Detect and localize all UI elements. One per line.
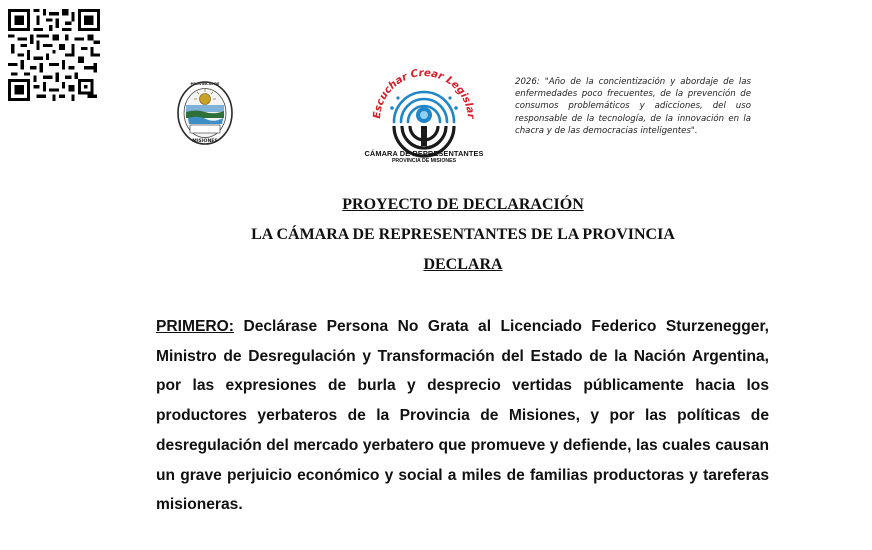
- seal-ring-text-top: PROVINCIA DE: [190, 82, 220, 86]
- chamber-title: LA CÁMARA DE REPRESENTANTES DE LA PROVINCIA: [251, 226, 675, 243]
- year-motto-text: 2026: "Año de la concientización y abordaje de las enfermedades poco frecuentes, de la prevención de consumos problemáticos y adicciones, del uso responsable de la tecnología, de la innovación en la chacra y de las democracias inteligentes".: [515, 77, 751, 136]
- project-title: PROYECTO DE DECLARACIÓN: [342, 196, 584, 213]
- seal-ring-text-bottom: MISIONES: [192, 139, 218, 144]
- article-primero: [156, 312, 769, 520]
- article-body: Declárase Persona No Grata al Licenciado Federico Sturzenegger, Ministro de Desregulación y Transformación del Estado de la Nación Argentina, por las expresiones de burla y desprecio vertidas públicamente hacia los productores yerbateros de la Provincia de Misiones, y por las políticas de desregulación del mercado yerbatero que promueve y defiende, las cuales causan un grave perjuicio económico y social a miles de familias productoras y tareferas misioneras.: [156, 318, 769, 514]
- chamber-logo-caption: [362, 150, 486, 164]
- province-seal-icon: [176, 78, 234, 146]
- declares-title: DECLARA: [423, 256, 503, 273]
- chamber-caption-line1: CÁMARA DE REPRESENTANTES: [364, 149, 484, 158]
- chamber-logo-arc-text: Escuchar Crear Legislar: [371, 67, 477, 120]
- qr-code-icon: [8, 9, 100, 101]
- chamber-caption-line2: PROVINCIA DE MISIONES: [391, 158, 457, 164]
- article-label: PRIMERO:: [156, 318, 234, 335]
